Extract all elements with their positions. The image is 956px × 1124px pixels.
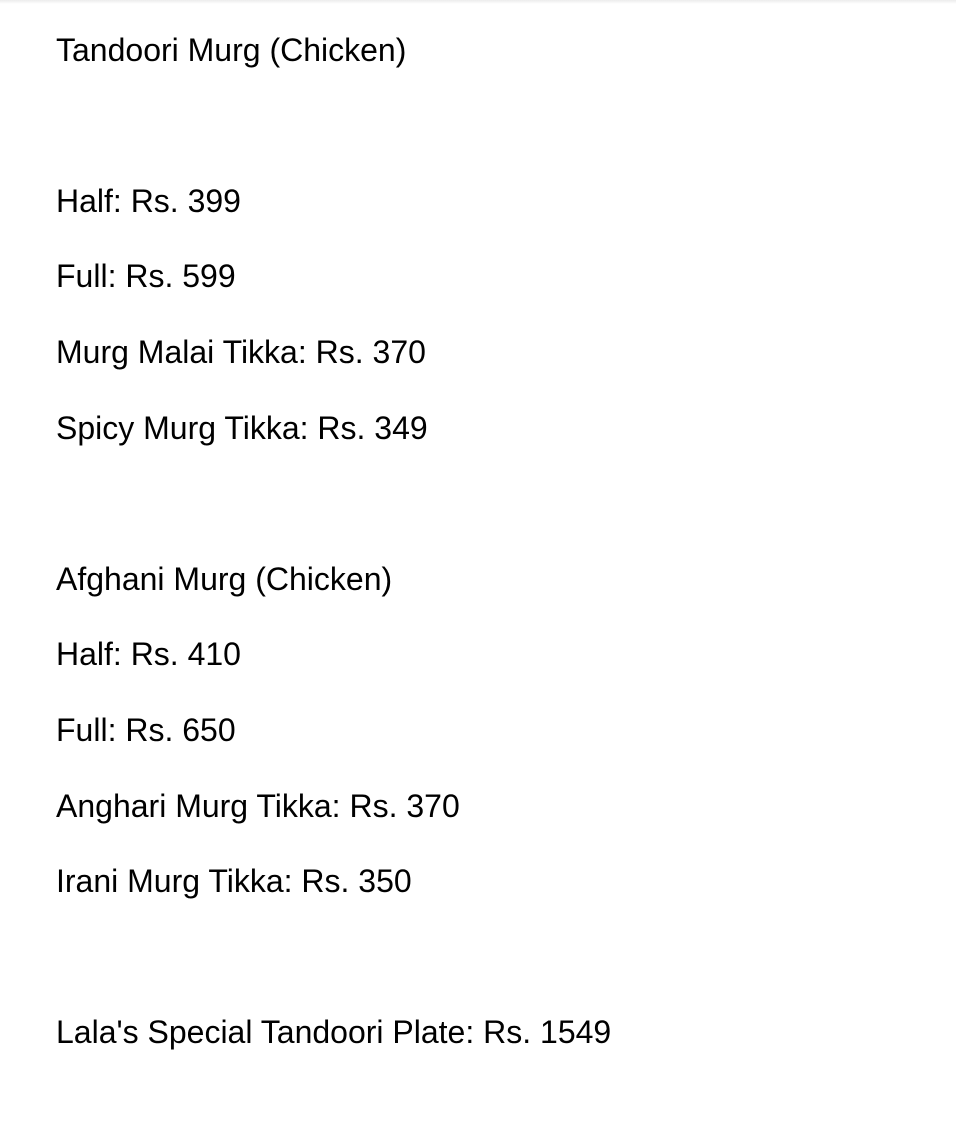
menu-item-half-afghani: Half: Rs. 410: [56, 636, 241, 672]
menu-item-irani-murg-tikka: Irani Murg Tikka: Rs. 350: [56, 863, 412, 899]
section-heading-afghani-murg: Afghani Murg (Chicken): [56, 561, 393, 597]
menu-item-special-plate: Lala's Special Tandoori Plate: Rs. 1549: [56, 1014, 612, 1050]
menu-item-spicy-murg-tikka: Spicy Murg Tikka: Rs. 349: [56, 410, 428, 446]
menu-item-murg-malai-tikka: Murg Malai Tikka: Rs. 370: [56, 334, 426, 370]
menu-item-anghari-murg-tikka: Anghari Murg Tikka: Rs. 370: [56, 788, 460, 824]
menu-item-full-afghani: Full: Rs. 650: [56, 712, 236, 748]
menu-item-half-tandoori: Half: Rs. 399: [56, 183, 241, 219]
section-heading-tandoori-murg: Tandoori Murg (Chicken): [56, 32, 407, 68]
top-edge-shadow: [0, 0, 956, 4]
menu-item-full-tandoori: Full: Rs. 599: [56, 258, 236, 294]
